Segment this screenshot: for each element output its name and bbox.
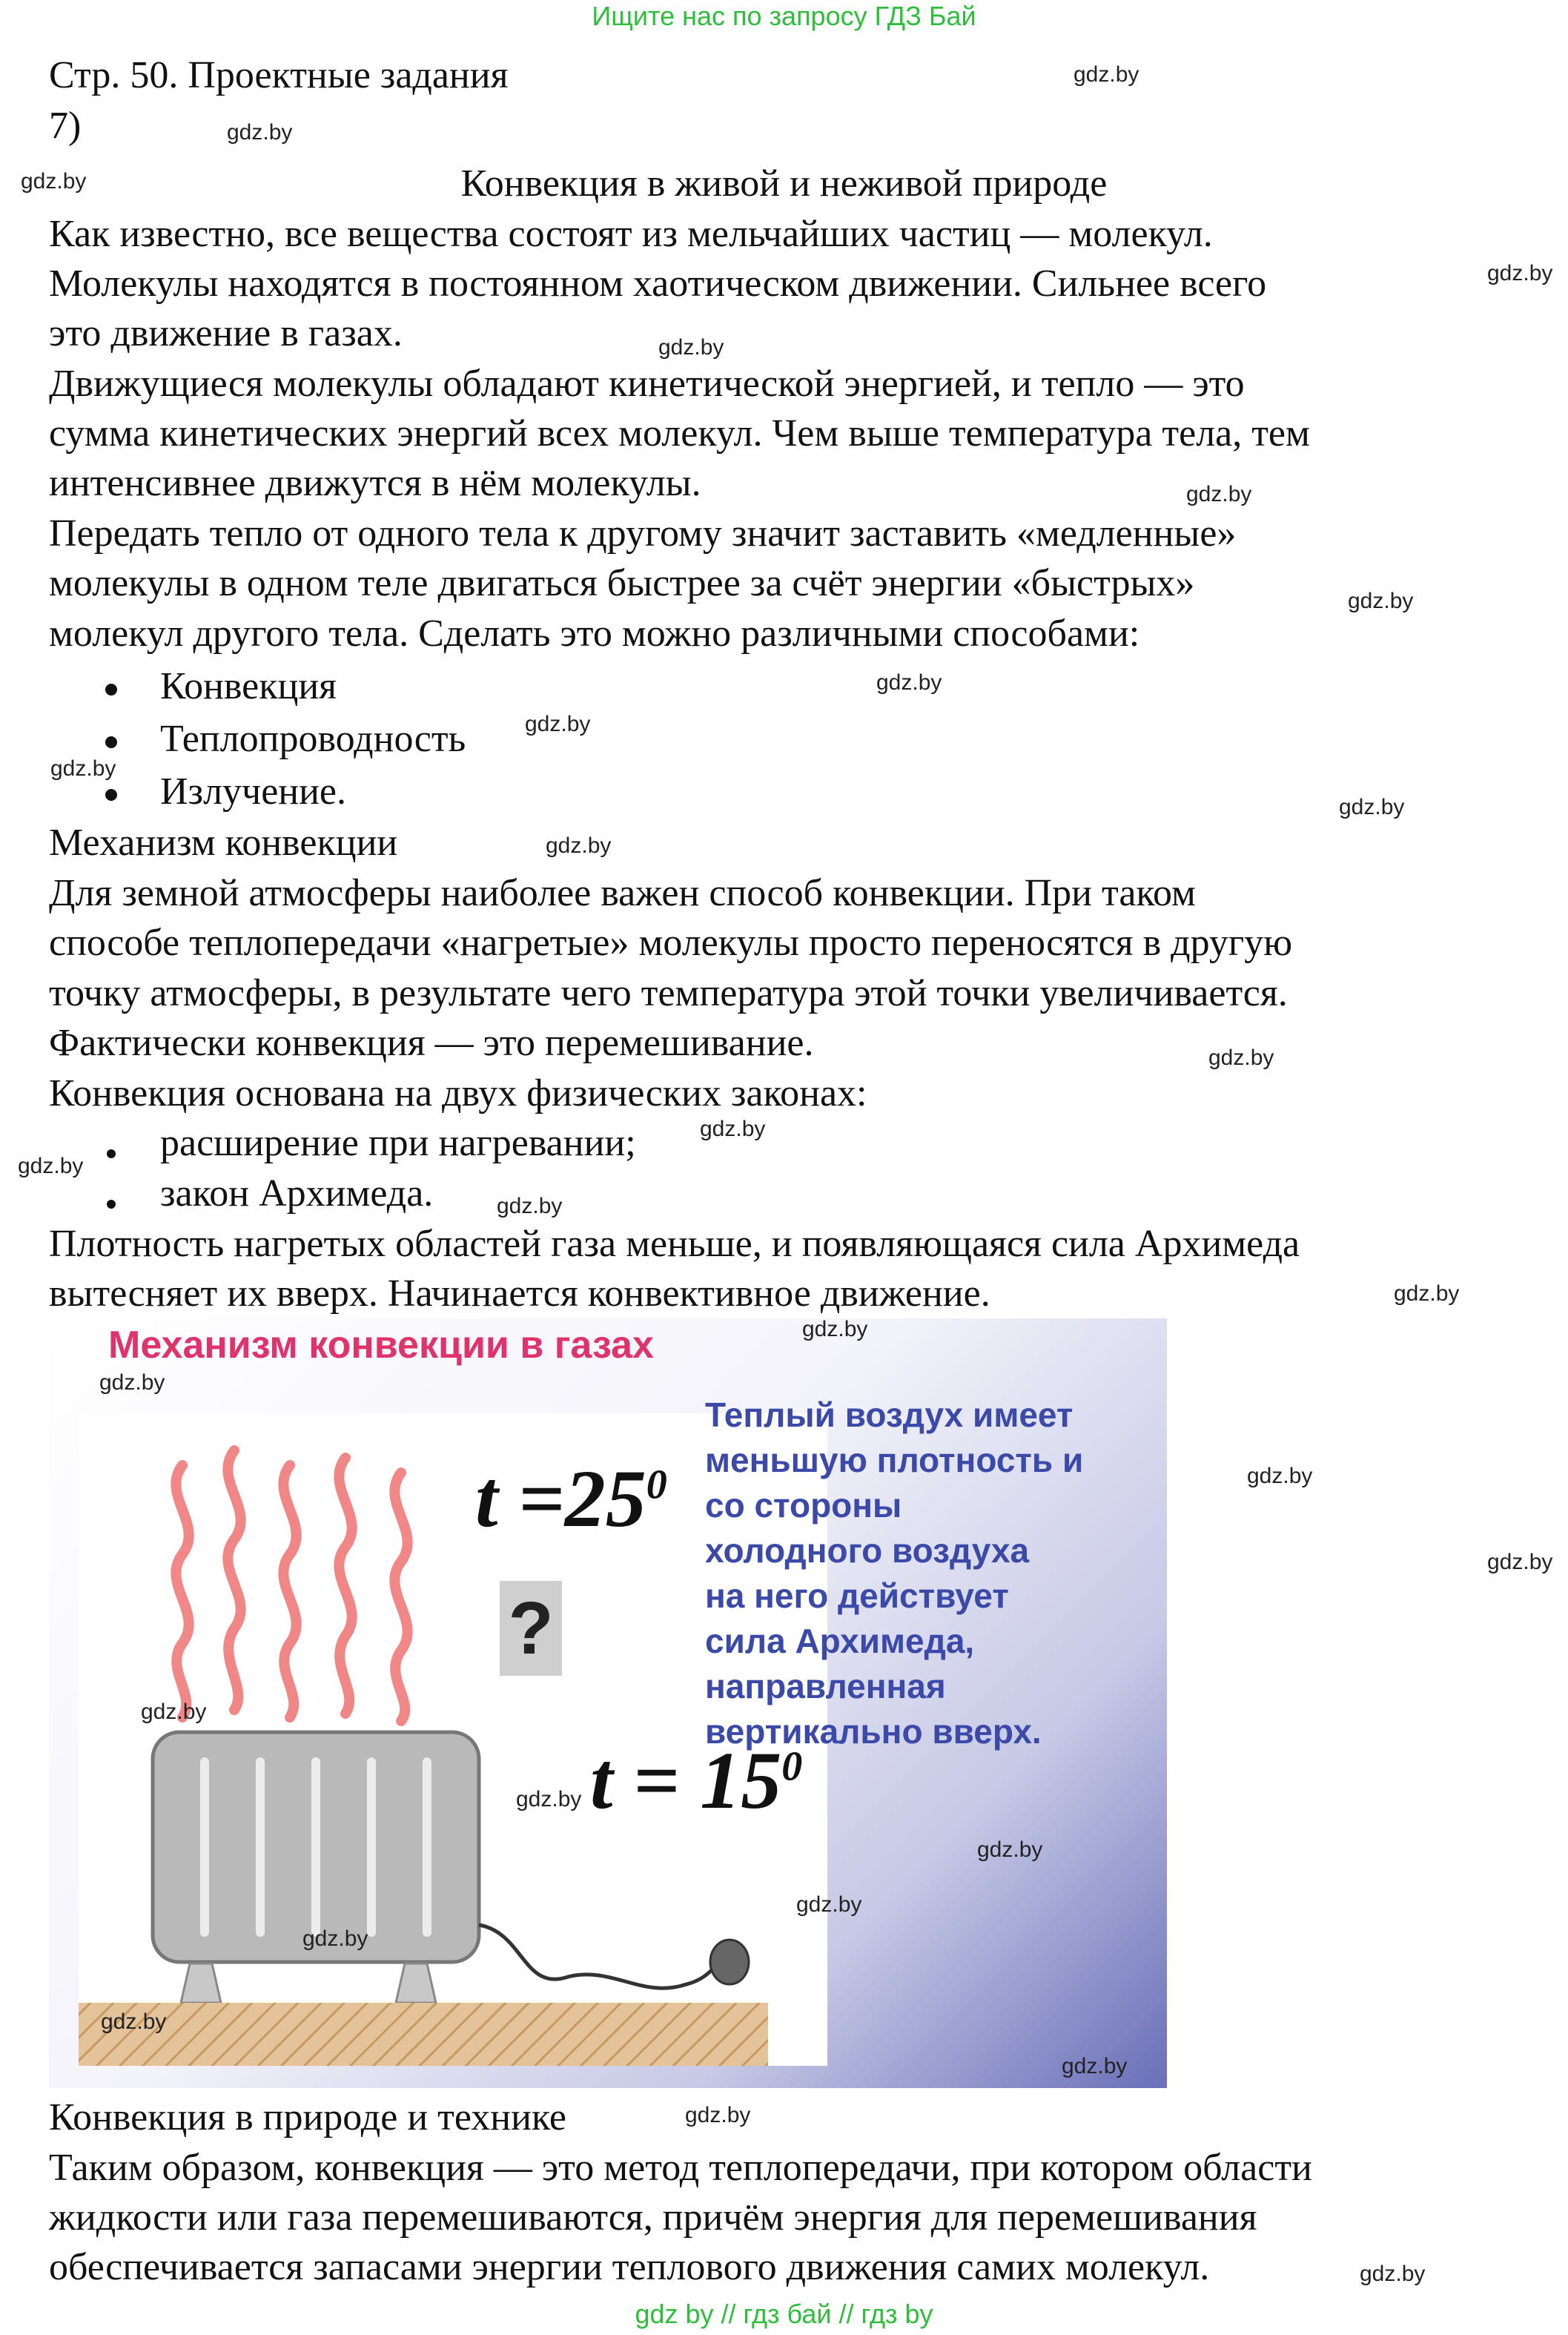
watermark: gdz.by (1487, 1550, 1553, 1574)
text-line: Таким образом, конвекция — это метод теплопередачи, при котором области (49, 2147, 1312, 2189)
figure-title: Механизм конвекции в газах (108, 1324, 654, 1367)
watermark: gdz.by (516, 1787, 582, 1811)
watermark: gdz.by (1208, 1046, 1274, 1070)
list-item-expansion: расширение при нагревании; (160, 1122, 636, 1164)
text-line: Для земной атмосферы наиболее важен способ конвекции. При таком (49, 872, 1196, 914)
bullet-icon (107, 1200, 116, 1209)
text-line: сумма кинетических энергий всех молекул. Чем выше температура тела, тем (49, 412, 1310, 455)
watermark: gdz.by (796, 1892, 862, 1917)
watermark: gdz.by (497, 1194, 563, 1218)
watermark: gdz.by (1062, 2054, 1128, 2078)
watermark: gdz.by (525, 712, 591, 736)
radiator-icon (153, 1732, 479, 2003)
watermark: gdz.by (101, 2009, 167, 2034)
bullet-icon (105, 789, 117, 801)
bullet-icon (105, 736, 117, 748)
text-line: Движущиеся молекулы обладают кинетической энергией, и тепло — это (49, 363, 1245, 405)
watermark: gdz.by (1186, 482, 1252, 506)
watermark: gdz.by (50, 756, 116, 781)
list-item-conduction: Теплопроводность (160, 718, 466, 760)
text-line: это движение в газах. (49, 312, 403, 354)
watermark: gdz.by (977, 1837, 1043, 1862)
text-line: точку атмосферы, в результате чего температура этой точки увеличивается. (49, 972, 1288, 1014)
watermark: gdz.by (658, 335, 724, 360)
watermark: gdz.by (1339, 795, 1405, 819)
convection-figure (49, 1318, 1167, 2088)
list-item-archimedes: закон Архимеда. (160, 1172, 434, 1215)
text-line: вытесняет их вверх. Начинается конвективное движение. (49, 1272, 990, 1315)
watermark: gdz.by (1360, 2262, 1426, 2286)
watermark: gdz.by (876, 670, 942, 695)
watermark: gdz.by (1394, 1281, 1460, 1306)
task-number: 7) (49, 105, 82, 147)
text-line: молекул другого тела. Сделать это можно различными способами: (49, 612, 1140, 655)
page-reference: Стр. 50. Проектные задания (49, 54, 509, 96)
watermark: gdz.by (700, 1117, 766, 1141)
watermark: gdz.by (227, 120, 293, 145)
bullet-icon (105, 684, 117, 696)
watermark: gdz.by (302, 1926, 368, 1951)
text-line: способе теплопередачи «нагретые» молекулы просто переносятся в другую (49, 922, 1293, 964)
watermark: gdz.by (21, 169, 87, 194)
temperature-top-label: $t =25^0$ (475, 1453, 667, 1544)
list-item-radiation: Излучение. (160, 770, 347, 813)
watermark: gdz.by (1487, 261, 1553, 285)
text-line: интенсивнее движутся в нём молекулы. (49, 462, 701, 504)
watermark: gdz.by (99, 1370, 165, 1395)
bullet-icon (107, 1149, 116, 1158)
watermark: gdz.by (685, 2103, 751, 2127)
floor-icon (79, 2003, 768, 2066)
plug-icon (710, 1940, 749, 1984)
section-heading: Конвекция в природе и технике (49, 2096, 566, 2139)
document-title: Конвекция в живой и неживой природе (460, 162, 1108, 205)
watermark: gdz.by (1247, 1464, 1313, 1488)
text-line: Как известно, все вещества состоят из мельчайших частиц — молекул. (49, 213, 1213, 255)
figure-description: Теплый воздух имеет меньшую плотность и со стороны холодного воздуха на него действует сила Архимеда, направленная вертикально вверх. (705, 1396, 1084, 1751)
text-line: жидкости или газа перемешиваются, причём энергия для перемешивания (49, 2196, 1257, 2239)
watermark: gdz.by (802, 1317, 868, 1341)
text-line: Конвекция основана на двух физических законах: (49, 1072, 867, 1114)
text-line: Фактически конвекция — это перемешивание. (49, 1022, 814, 1064)
text-line: Передать тепло от одного тела к другому значит заставить «медленные» (49, 512, 1237, 555)
watermark: gdz.by (1348, 589, 1414, 613)
watermark: gdz.by (141, 1700, 207, 1724)
top-banner-link[interactable]: Ищите нас по запросу ГДЗ Бай (592, 1, 976, 31)
temperature-bottom-label: $t = 15^0$ (590, 1735, 803, 1826)
text-line: Молекулы находятся в постоянном хаотическом движении. Сильнее всего (49, 262, 1267, 305)
list-item-convection: Конвекция (160, 665, 337, 707)
question-mark-icon: ? (500, 1581, 562, 1676)
watermark: gdz.by (546, 833, 612, 858)
bottom-banner-link[interactable]: gdz by // гдз бай // гдз by (635, 2299, 933, 2329)
watermark: gdz.by (1074, 62, 1139, 87)
text-line: обеспечивается запасами энергии теплового движения самих молекул. (49, 2246, 1210, 2288)
text-line: Плотность нагретых областей газа меньше, и появляющаяся сила Архимеда (49, 1223, 1300, 1265)
text-line: молекулы в одном теле двигаться быстрее за счёт энергии «быстрых» (49, 562, 1195, 604)
heat-waves-icon (176, 1450, 407, 1721)
section-heading: Механизм конвекции (49, 822, 398, 864)
watermark: gdz.by (18, 1154, 84, 1178)
power-cord-icon (479, 1925, 716, 1988)
